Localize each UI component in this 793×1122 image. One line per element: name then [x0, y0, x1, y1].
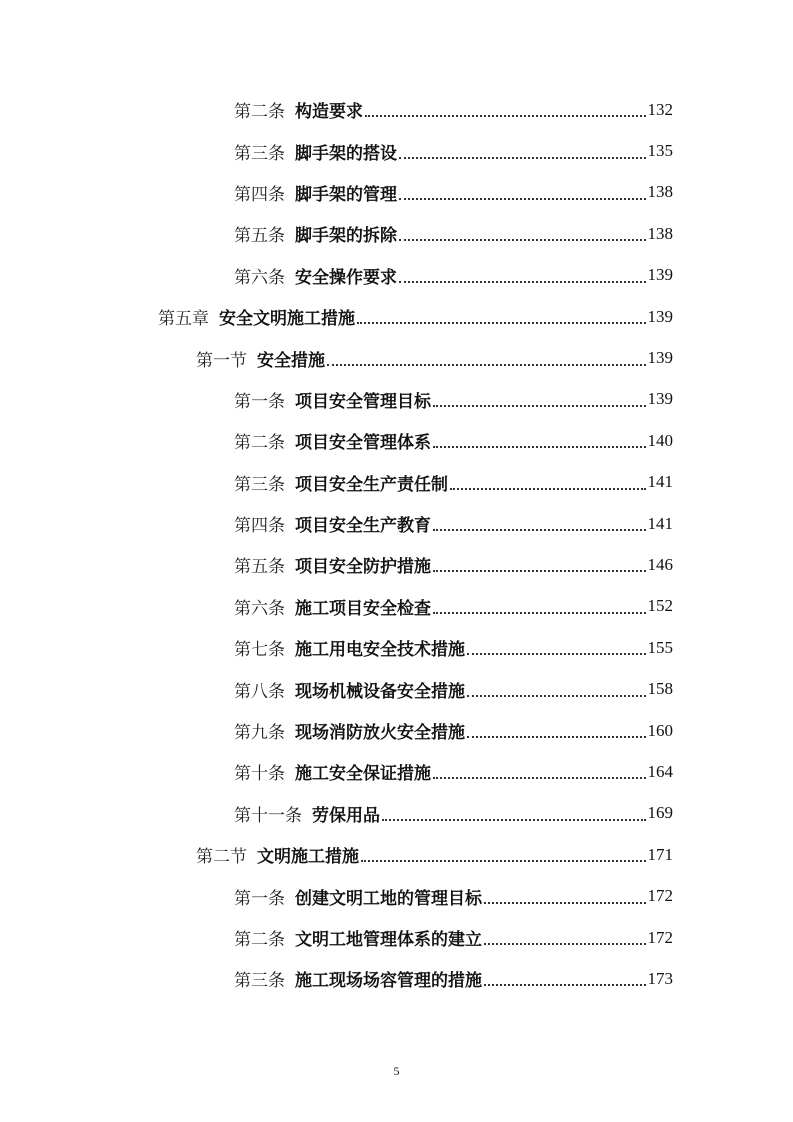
toc-entry-title: 安全操作要求 [295, 267, 397, 288]
toc-entry-number: 第四条 [234, 516, 285, 537]
toc-entry-title: 劳保用品 [312, 805, 380, 826]
toc-entry[interactable] [0, 627, 793, 668]
dot-leader [399, 238, 646, 241]
toc-entry[interactable] [0, 420, 793, 461]
toc-entry-number: 第四条 [234, 184, 285, 205]
dot-leader [382, 818, 646, 821]
toc-entry-number: 第二条 [234, 102, 285, 123]
toc-section-entry[interactable] [0, 834, 793, 875]
toc-entry-page: 138 [647, 182, 673, 202]
toc-entry-title: 项目安全防护措施 [295, 557, 431, 578]
toc-entry[interactable] [0, 172, 793, 213]
toc-entry-number: 第五章 [158, 309, 209, 330]
toc-entry-number: 第八条 [234, 681, 285, 702]
toc-entry-page: 139 [647, 265, 673, 285]
toc-section-entry[interactable] [0, 337, 793, 378]
toc-entry-page: 141 [647, 472, 673, 492]
dot-leader [433, 776, 646, 779]
toc-entry-title: 项目安全管理体系 [295, 433, 431, 454]
toc-entry-page: 172 [647, 886, 673, 906]
toc-entry-title: 施工项目安全检查 [295, 598, 431, 619]
toc-entry-number: 第一条 [234, 391, 285, 412]
toc-entry-page: 146 [647, 554, 673, 574]
page-number: 5 [393, 1064, 400, 1078]
toc-entry-number: 第五条 [234, 226, 285, 247]
dot-leader [433, 528, 646, 531]
dot-leader [361, 859, 646, 862]
toc-entry[interactable] [0, 213, 793, 254]
toc-entry-title: 文明工地管理体系的建立 [295, 930, 482, 950]
toc-entry-page: 140 [647, 430, 673, 450]
toc-entry-page: 141 [647, 513, 673, 533]
toc-entry-number: 第十条 [234, 764, 285, 785]
toc-entry[interactable] [0, 544, 793, 585]
dot-leader [433, 404, 646, 407]
toc-entry[interactable] [0, 668, 793, 709]
dot-leader [433, 611, 646, 614]
toc-entry[interactable] [0, 710, 793, 751]
toc-entry-number: 第二节 [196, 847, 247, 868]
toc-entry-page: 138 [647, 223, 673, 243]
toc-entry-number: 第六条 [234, 598, 285, 619]
toc-entry-page: 139 [647, 348, 673, 368]
toc-entry-title: 现场消防放火安全措施 [295, 723, 465, 744]
toc-entry-number: 第六条 [234, 267, 285, 288]
toc-entry-page: 173 [647, 968, 673, 988]
dot-leader [450, 487, 646, 490]
toc-entry-title: 脚手架的管理 [295, 184, 397, 205]
toc-entry[interactable] [0, 89, 793, 130]
dot-leader [484, 901, 646, 904]
toc-entry[interactable] [0, 793, 793, 834]
dot-leader [357, 321, 646, 324]
dot-leader [467, 735, 646, 738]
toc-entry[interactable] [0, 958, 793, 999]
toc-entry-title: 构造要求 [295, 102, 363, 123]
dot-leader [484, 942, 646, 945]
toc-entry-number: 第三条 [234, 971, 285, 992]
toc-entry-number: 第五条 [234, 557, 285, 578]
toc-entry[interactable] [0, 503, 793, 544]
table-of-contents [0, 89, 793, 1000]
toc-entry-page: 155 [647, 637, 673, 657]
toc-entry-title: 现场机械设备安全措施 [295, 681, 465, 702]
toc-entry-title: 脚手架的拆除 [295, 226, 397, 247]
toc-entry-number: 第十一条 [234, 805, 302, 826]
toc-entry-title: 项目安全生产教育 [295, 516, 431, 537]
toc-entry[interactable] [0, 130, 793, 171]
toc-entry-title: 项目安全生产责任制 [295, 474, 448, 495]
toc-entry-number: 第一节 [196, 350, 247, 371]
toc-entry-number: 第一条 [234, 888, 285, 909]
toc-entry[interactable] [0, 586, 793, 627]
toc-entry-page: 171 [647, 844, 673, 864]
toc-entry-page: 139 [647, 306, 673, 326]
dot-leader [327, 363, 646, 366]
toc-entry-page: 135 [647, 141, 673, 161]
toc-entry-title: 施工用电安全技术措施 [295, 640, 465, 661]
toc-entry-page: 160 [647, 720, 673, 740]
toc-entry[interactable] [0, 751, 793, 792]
toc-entry[interactable] [0, 917, 793, 958]
toc-entry-page: 152 [647, 596, 673, 616]
toc-entry-page: 172 [647, 927, 673, 947]
toc-entry[interactable] [0, 255, 793, 296]
toc-entry[interactable] [0, 875, 793, 916]
dot-leader [484, 983, 646, 986]
toc-entry-number: 第二条 [234, 930, 285, 950]
dot-leader [399, 280, 646, 283]
dot-leader [467, 652, 646, 655]
dot-leader [399, 156, 646, 159]
toc-entry-page: 164 [647, 761, 673, 781]
toc-entry[interactable] [0, 379, 793, 420]
toc-entry-number: 第九条 [234, 723, 285, 744]
toc-entry-page: 169 [647, 803, 673, 823]
toc-entry-page: 139 [647, 389, 673, 409]
toc-entry-title: 项目安全管理目标 [295, 391, 431, 412]
toc-chapter-entry[interactable] [0, 296, 793, 337]
toc-entry-number: 第二条 [234, 433, 285, 454]
toc-entry-title: 安全文明施工措施 [219, 309, 355, 330]
toc-entry-number: 第三条 [234, 143, 285, 164]
toc-entry-number: 第三条 [234, 474, 285, 495]
toc-entry-number: 第七条 [234, 640, 285, 661]
toc-entry-title: 安全措施 [257, 350, 325, 371]
dot-leader [433, 569, 646, 572]
dot-leader [467, 694, 646, 697]
dot-leader [433, 445, 646, 448]
dot-leader [399, 197, 646, 200]
toc-entry-page: 158 [647, 679, 673, 699]
toc-entry-title: 脚手架的搭设 [295, 143, 397, 164]
toc-entry-page: 132 [647, 99, 673, 119]
toc-entry-title: 施工现场场容管理的措施 [295, 971, 482, 992]
toc-entry-title: 创建文明工地的管理目标 [295, 888, 482, 909]
toc-entry-title: 施工安全保证措施 [295, 764, 431, 785]
toc-entry[interactable] [0, 462, 793, 503]
toc-entry-title: 文明施工措施 [257, 847, 359, 868]
dot-leader [365, 114, 646, 117]
